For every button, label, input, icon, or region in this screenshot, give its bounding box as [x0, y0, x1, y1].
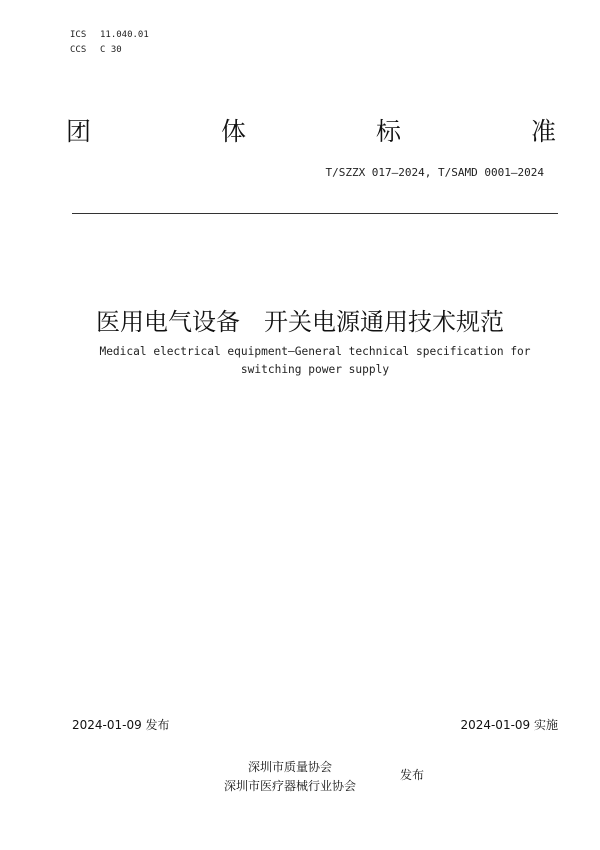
ics-code-row: [70, 28, 149, 43]
date-row: [72, 716, 558, 733]
title-char: 标: [375, 117, 401, 146]
ccs-value: C 30: [100, 45, 122, 55]
publisher-org: 深圳市质量协会: [247, 760, 332, 774]
document-title: [0, 302, 600, 337]
ccs-label: CCS: [70, 45, 87, 55]
ics-label: ICS: [70, 30, 87, 40]
english-title: [60, 343, 570, 379]
publisher-org: 深圳市医疗器械行业协会: [223, 779, 356, 793]
header-divider: [72, 213, 558, 214]
title-char: 体: [220, 117, 246, 146]
title-char: 团: [66, 117, 92, 146]
document-title-part2: 开关电源通用技术规范: [264, 308, 504, 336]
english-title-line1: Medical electrical equipment—General technical specification for: [99, 345, 531, 358]
english-title-line2: switching power supply: [240, 363, 390, 376]
title-char: 准: [530, 117, 556, 146]
effective-date: 2024-01-09 实施: [460, 718, 558, 732]
publisher-orgs: [200, 758, 380, 796]
publish-label: 发布: [400, 768, 425, 782]
document-title-part1: 医用电气设备: [96, 308, 240, 336]
ccs-code-row: [70, 43, 149, 58]
standard-number: T/SZZX 017—2024, T/SAMD 0001—2024: [325, 166, 544, 179]
ics-value: 11.040.01: [100, 30, 149, 40]
classification-codes: [70, 28, 149, 58]
standard-type-title: [66, 112, 556, 148]
publish-date: 2024-01-09 发布: [72, 718, 170, 732]
